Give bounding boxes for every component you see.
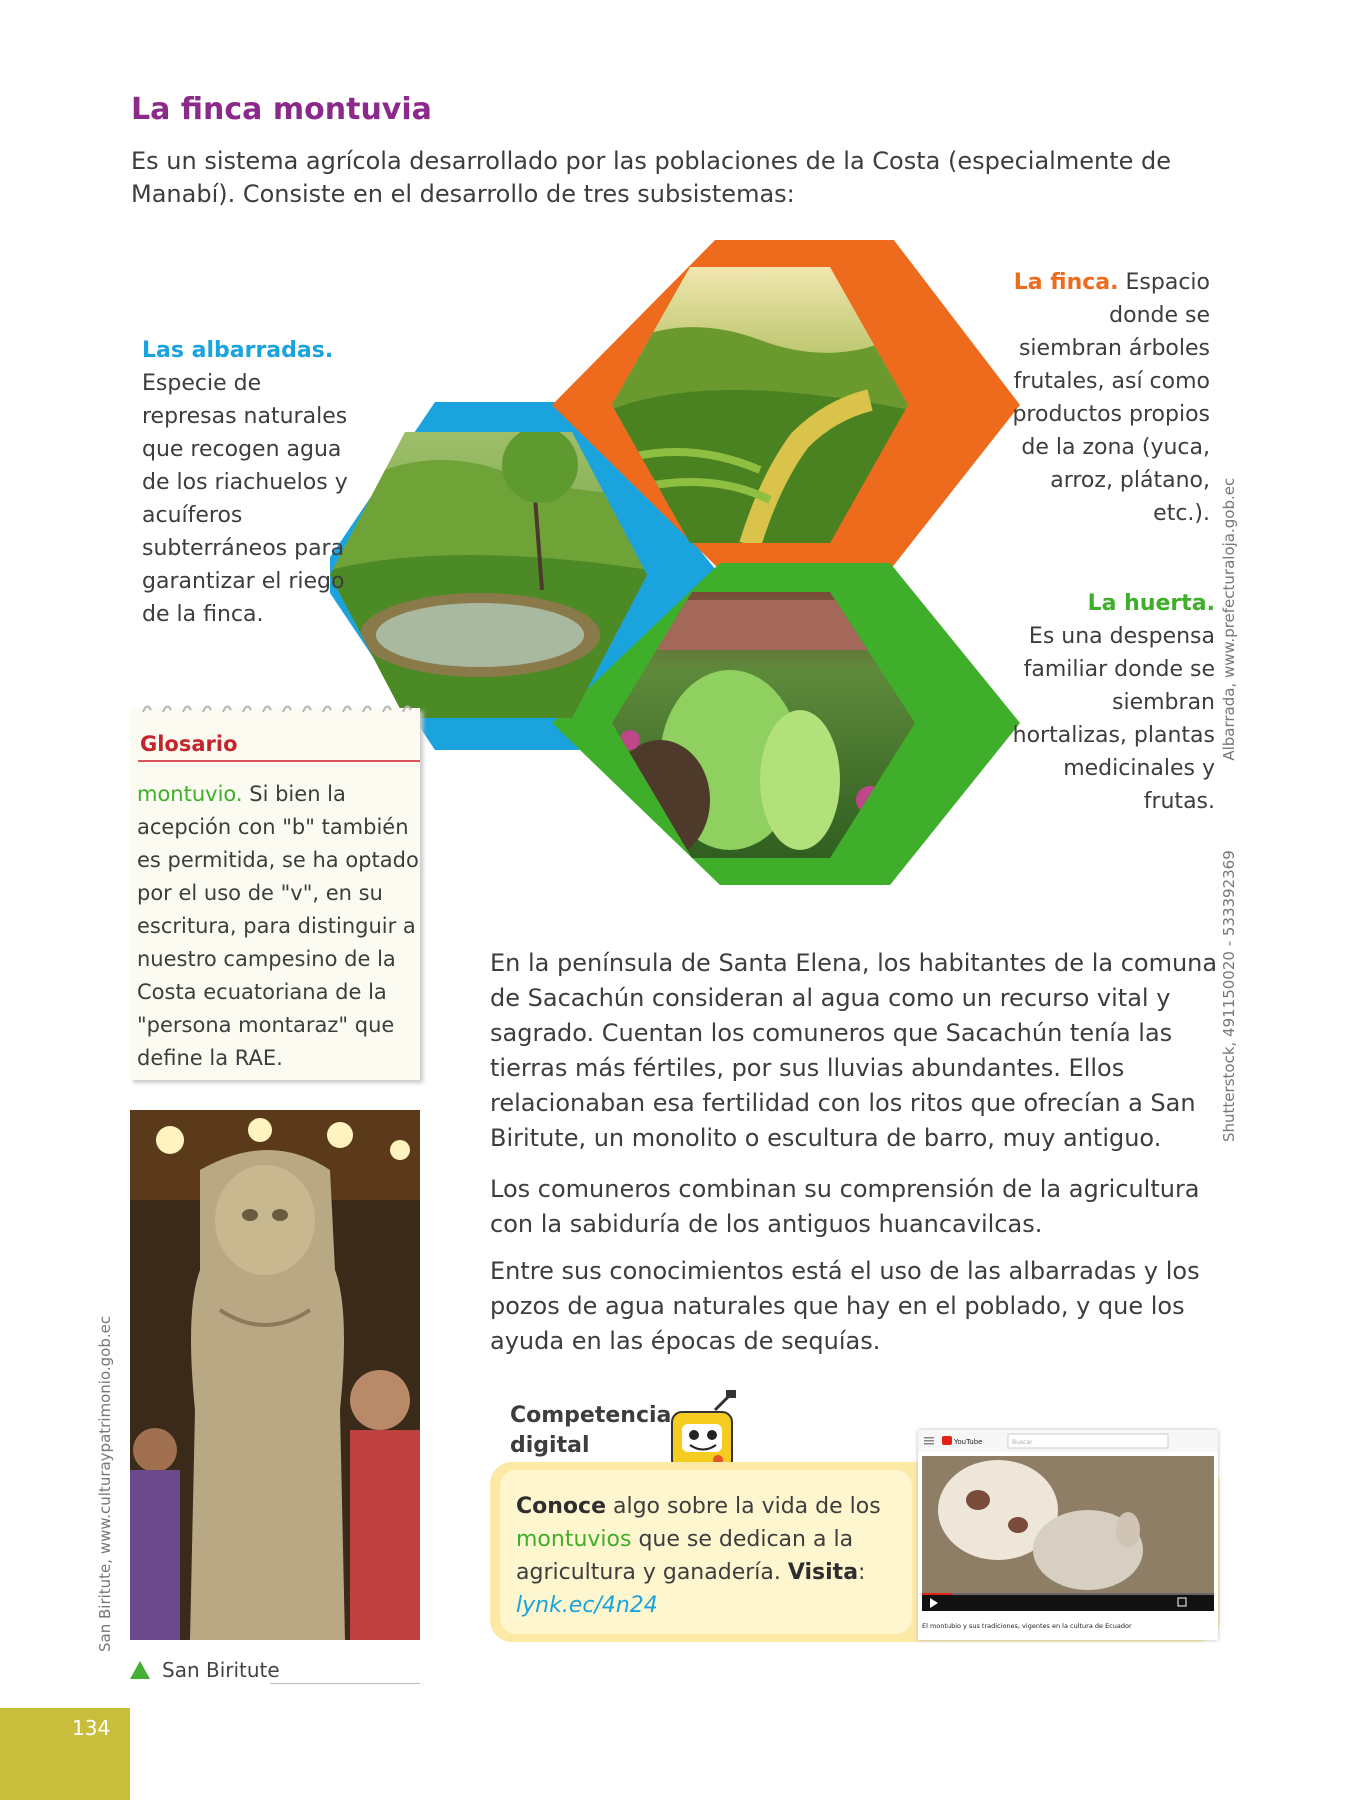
credit-albarrada: Albarrada, www.prefecturaloja.gob.ec xyxy=(1220,477,1238,761)
notebook-rings-icon xyxy=(135,700,415,716)
digital-competence-text xyxy=(516,1490,906,1622)
finca-description xyxy=(1000,266,1210,530)
body-paragraph-2: Los comuneros combinan su comprensión de la agricultura con la sabiduría de los antiguos huancavilcas. xyxy=(490,1175,1200,1238)
youtube-logo-icon xyxy=(942,1436,952,1445)
page-title: La finca montuvia xyxy=(131,92,432,127)
youtube-screenshot xyxy=(918,1430,1218,1640)
photo-caption: San Biritute xyxy=(162,1658,280,1682)
dc-bold-1: Conoce xyxy=(516,1494,606,1519)
glossary-definition: Si bien la acepción con "b" también es permitida, se ha optado por el uso de "v", en su escritura, para distinguir a nuestro campesino de la Costa ecuatoriana de la "persona montaraz" que define la RAE. xyxy=(137,782,419,1070)
dc-colon: : xyxy=(858,1560,866,1585)
digital-competence-title: Competencia digital xyxy=(510,1403,672,1458)
huerta-text: Es una despensa familiar donde se siembran hortalizas, plantas medicinales y frutas. xyxy=(1012,624,1215,814)
albarradas-heading: Las albarradas. xyxy=(142,338,334,363)
hexagon-figure xyxy=(330,240,1050,900)
intro-paragraph: Es un sistema agrícola desarrollado por las poblaciones de la Costa (especialmente de Manabí). Consiste en el desarrollo de tres subsistemas: xyxy=(131,147,1172,208)
page-number-bar xyxy=(0,1708,130,1800)
finca-heading: La finca. xyxy=(1013,270,1119,295)
caption-underline xyxy=(270,1683,420,1684)
albarradas-text: Especie de represas naturales que recogen agua de los riachuelos y acuíferos subterráneos para garantizar el riego de la finca. xyxy=(142,371,348,627)
page-number: 134 xyxy=(72,1716,111,1740)
credit-shutterstock: Shutterstock, 491150020 - 533392369 xyxy=(1220,850,1238,1142)
video-link[interactable]: lynk.ec/4n24 xyxy=(516,1593,658,1618)
body-paragraph-3: Entre sus conocimientos está el uso de las albarradas y los pozos de agua naturales que hay en el poblado, y que los ayuda en las épocas de sequías. xyxy=(490,1257,1200,1355)
finca-text: Espacio donde se siembran árboles frutales, así como productos propios de la zona (yuca, arroz, plátano, etc.). xyxy=(1012,270,1210,526)
youtube-search: Buscar xyxy=(1012,1439,1033,1446)
credit-san-biritute: San Biritute, www.culturaypatrimonio.gob.ec xyxy=(96,1315,114,1652)
youtube-video-title: El montubio y sus tradiciones, vigentes en la cultura de Ecuador xyxy=(922,1622,1132,1630)
youtube-brand: YouTube xyxy=(954,1438,983,1446)
glossary-title: Glosario xyxy=(140,732,238,756)
huerta-description xyxy=(1000,587,1215,818)
body-paragraph-1: En la península de Santa Elena, los habitantes de la comuna de Sacachún consideran al agua como un recurso vital y sagrado. Cuentan los comuneros que Sacachún tenía las tierras más fértiles, por sus lluvias abundantes. Ellos relacionaban esa fertilidad con los ritos que ofrecían a San Biritute, un monolito o escultura de barro, muy antiguo. xyxy=(490,949,1218,1152)
glossary-divider xyxy=(138,760,420,762)
glossary-term: montuvio. xyxy=(137,782,243,806)
huerta-heading: La huerta. xyxy=(1087,591,1215,616)
san-biritute-photo xyxy=(130,1110,420,1640)
glossary-entry xyxy=(137,778,422,1075)
dc-text-2: algo sobre la vida de los xyxy=(606,1494,881,1519)
caption-triangle-icon xyxy=(130,1661,150,1679)
dc-text-4: que se dedican a la agricultura y ganadería. xyxy=(516,1527,854,1585)
dc-term: montuvios xyxy=(516,1527,632,1552)
albarradas-description xyxy=(142,334,352,631)
dc-bold-visit: Visita xyxy=(787,1560,859,1585)
